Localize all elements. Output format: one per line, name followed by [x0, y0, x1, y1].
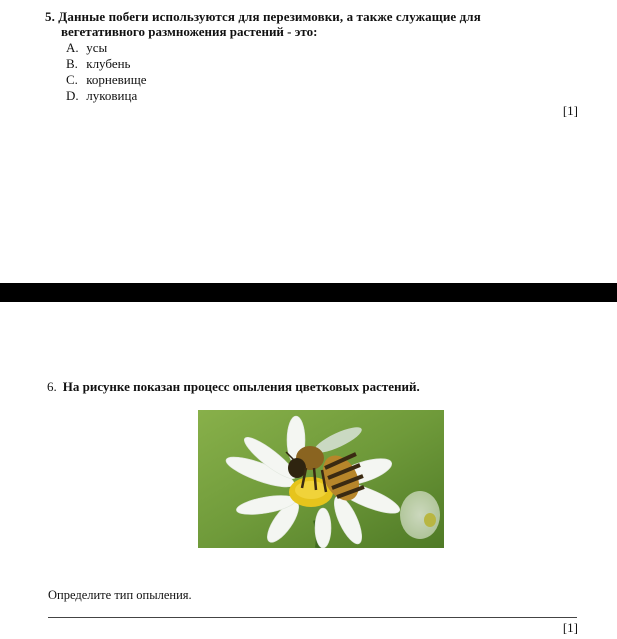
question-5-mark: [1]	[562, 103, 578, 118]
option-d	[66, 88, 137, 104]
option-b	[66, 56, 130, 72]
option-letter: B.	[66, 56, 78, 71]
option-letter: D.	[66, 88, 79, 103]
question-6-number: 6.	[47, 379, 57, 394]
blurred-daisy	[400, 491, 440, 539]
bee-head	[288, 458, 306, 478]
answer-line[interactable]	[48, 617, 577, 618]
option-letter: A.	[66, 40, 79, 55]
question-6-prompt: На рисунке показан процесс опыления цветковых растений.	[62, 379, 420, 394]
option-text: корневище	[86, 72, 147, 87]
option-text: клубень	[86, 56, 131, 71]
question-6-instruction: Определите тип опыления.	[48, 588, 192, 602]
bee-on-daisy-image	[198, 410, 444, 548]
option-text: луковица	[86, 88, 138, 103]
option-a	[66, 40, 107, 56]
question-6-mark: [1]	[562, 620, 578, 635]
question-6-text	[47, 379, 420, 395]
option-text: усы	[86, 40, 108, 55]
option-letter: C.	[66, 72, 78, 87]
question-5-line-2: вегетативного размножения растений - это:	[61, 24, 318, 39]
option-c	[66, 72, 147, 88]
page-divider	[0, 283, 617, 302]
question-5-line-1: 5. Данные побеги используются для перезимовки, а также служащие для	[45, 9, 481, 24]
